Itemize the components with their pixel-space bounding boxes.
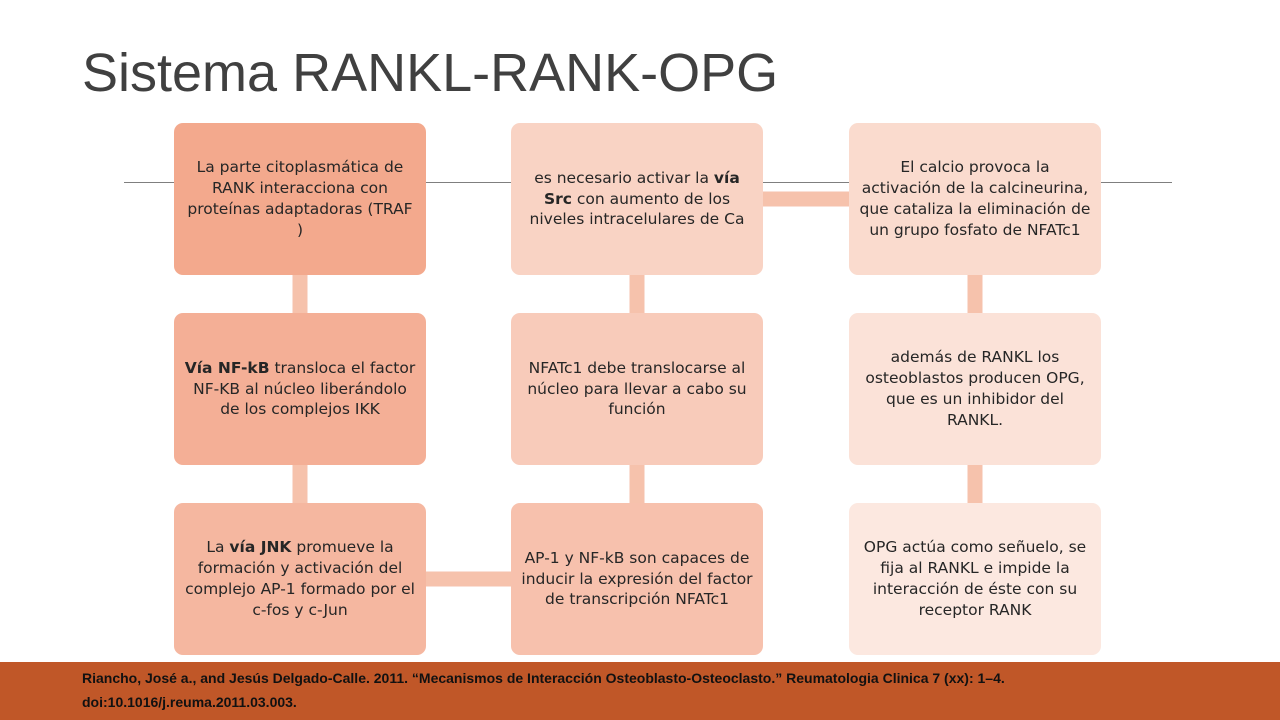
flow-step-1 xyxy=(174,123,426,275)
text-segment: El calcio provoca la activación de la calcineurina, que cataliza la eliminación de un grupo fosfato de NFATc1 xyxy=(859,158,1091,239)
bold-term: vía JNK xyxy=(229,538,292,557)
flow-step-text xyxy=(521,168,753,231)
flow-step-text xyxy=(859,157,1091,241)
flow-step-5 xyxy=(511,313,763,465)
flow-step-text xyxy=(521,548,753,611)
flow-step-2 xyxy=(174,313,426,465)
flow-step-text xyxy=(184,537,416,621)
flow-step-text xyxy=(859,537,1091,621)
text-segment: La parte citoplasmática de RANK interacciona con proteínas adaptadoras (TRAF ) xyxy=(187,158,413,239)
citation-text: Riancho, José a., and Jesús Delgado-Calle. 2011. “Mecanismos de Interacción Osteoblasto-Osteoclasto.” Reumatologia Clinica 7 (xx): 1–4. doi:10.1016/j.reuma.2011.03.003. xyxy=(82,670,1005,710)
text-segment: promueve la formación y activación del complejo AP-1 formado por el c-fos y c-Jun xyxy=(185,538,415,619)
text-segment: transloca el factor NF-KB al núcleo liberándolo de los complejos IKK xyxy=(193,358,416,419)
text-segment: La xyxy=(206,538,230,557)
bold-term: vía Src xyxy=(543,168,740,208)
flow-step-9 xyxy=(849,503,1101,655)
text-segment: OPG actúa como señuelo, se fija al RANKL e impide la interacción de éste con su receptor RANK xyxy=(863,538,1087,619)
text-segment: AP-1 y NF-kB son capaces de inducir la expresión del factor de transcripción NFATc1 xyxy=(521,548,753,609)
text-segment: NFATc1 debe translocarse al núcleo para llevar a cabo su función xyxy=(527,358,747,419)
flow-step-6 xyxy=(511,123,763,275)
text-segment: es necesario activar la xyxy=(534,168,714,187)
flow-step-text xyxy=(521,358,753,421)
flow-step-3 xyxy=(174,503,426,655)
slide-title: Sistema RANKL-RANK-OPG xyxy=(82,43,779,103)
text-segment: además de RANKL los osteoblastos producen OPG, que es un inhibidor del RANKL. xyxy=(865,348,1085,429)
flow-step-text xyxy=(184,157,416,241)
flow-step-text xyxy=(859,347,1091,431)
flow-step-7 xyxy=(849,123,1101,275)
flow-step-8 xyxy=(849,313,1101,465)
flow-step-4 xyxy=(511,503,763,655)
flow-step-text xyxy=(184,358,416,421)
text-segment: con aumento de los niveles intracelulares de Ca xyxy=(529,189,745,229)
footer-bar xyxy=(0,662,1280,720)
bold-term: Vía NF-kB xyxy=(184,358,270,377)
